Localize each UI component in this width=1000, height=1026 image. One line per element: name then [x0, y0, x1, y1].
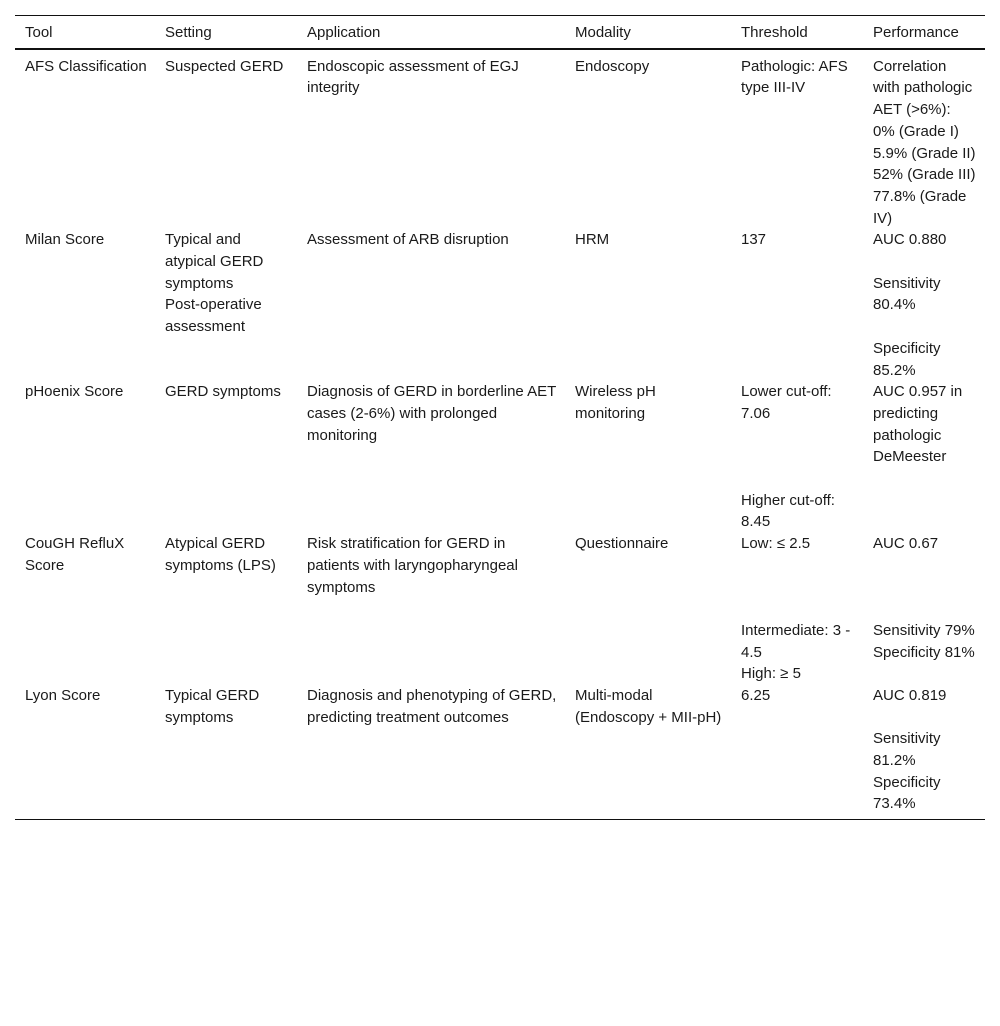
performance-line: Specificity 81% [873, 643, 975, 661]
cell-modality: Questionnaire [575, 535, 669, 553]
performance-line: 52% (Grade III) [873, 166, 976, 184]
header-tool: Tool [15, 16, 155, 49]
cell-application: Risk stratification for GERD in patients with laryngopharyngeal symptoms [307, 535, 518, 596]
spacer [873, 251, 977, 273]
spacer [741, 425, 855, 447]
spacer [873, 576, 977, 598]
cell-setting: Atypical GERD symptoms (LPS) [165, 535, 276, 574]
cell-tool: Lyon Score [15, 685, 155, 820]
cell-threshold: 6.25 [731, 685, 863, 820]
cell-application: Assessment of ARB disruption [307, 231, 509, 249]
cell-tool: CouGH RefluX Score [25, 535, 125, 574]
spacer [873, 707, 977, 729]
cell-threshold: 137 [741, 231, 767, 249]
header-application: Application [297, 16, 565, 49]
performance-line: Specificity 73.4% [873, 773, 941, 813]
performance-line: AUC 0.67 [873, 535, 939, 553]
performance-line: Specificity 85.2% [873, 339, 941, 379]
table-row [15, 685, 985, 820]
comparison-table [15, 15, 985, 820]
cell-performance [863, 533, 985, 685]
threshold-line: Higher cut-off: 8.45 [741, 491, 835, 531]
header-setting: Setting [155, 16, 297, 49]
cell-setting: Suspected GERD [165, 57, 284, 75]
cell-performance: AUC 0.957 in predicting pathologic DeMeester [873, 383, 963, 466]
cell-performance [863, 229, 985, 381]
header-performance: Performance [863, 16, 985, 49]
cell-application: Diagnosis of GERD in borderline AET cases (2-6%) with prolonged monitoring [307, 383, 557, 444]
spacer [741, 555, 855, 577]
cell-application: Diagnosis and phenotyping of GERD, predicting treatment outcomes [297, 685, 565, 820]
performance-line: AUC 0.819 [873, 686, 947, 704]
cell-setting: GERD symptoms [165, 383, 281, 401]
table-row [15, 49, 985, 230]
cell-tool: AFS Classification [25, 57, 147, 75]
spacer [873, 555, 977, 577]
cell-tool: pHoenix Score [25, 383, 124, 401]
cell-modality: Multi-modal (Endoscopy + MII-pH) [565, 685, 731, 820]
performance-line: 0% (Grade I) [873, 122, 959, 140]
cell-modality: Wireless pH monitoring [575, 383, 656, 422]
setting-line: Typical and atypical GERD symptoms [165, 231, 264, 292]
spacer [873, 598, 977, 620]
performance-line: 5.9% (Grade II) [873, 144, 976, 162]
spacer [741, 576, 855, 598]
performance-line: AUC 0.880 [873, 231, 947, 249]
performance-line: Sensitivity 79% [873, 621, 975, 639]
spacer [741, 598, 855, 620]
spacer [873, 316, 977, 338]
cell-tool: Milan Score [25, 231, 105, 249]
cell-threshold: Pathologic: AFS type III-IV [741, 57, 848, 97]
cell-setting: Typical GERD symptoms [155, 685, 297, 820]
setting-line: Post-operative assessment [165, 296, 262, 336]
cell-threshold [731, 533, 863, 685]
performance-line: Correlation with pathologic AET (>6%): [873, 57, 973, 119]
table-row [15, 533, 985, 685]
cell-modality: HRM [575, 231, 610, 249]
threshold-line: Lower cut-off: 7.06 [741, 383, 832, 422]
cell-application: Endoscopic assessment of EGJ integrity [307, 57, 519, 97]
spacer [741, 446, 855, 468]
header-modality: Modality [565, 16, 731, 49]
threshold-line: Intermediate: 3 - 4.5 [741, 621, 851, 661]
header-row [15, 16, 985, 49]
threshold-line: Low: ≤ 2.5 [741, 535, 811, 553]
cell-performance [863, 685, 985, 820]
performance-line: Sensitivity 80.4% [873, 274, 941, 314]
table-row [15, 381, 985, 533]
header-threshold: Threshold [731, 16, 863, 49]
cell-threshold [731, 381, 863, 533]
cell-performance [863, 49, 985, 230]
cell-modality: Endoscopy [575, 57, 650, 75]
spacer [741, 468, 855, 490]
performance-line: 77.8% (Grade IV) [873, 187, 967, 227]
performance-line: Sensitivity 81.2% [873, 730, 941, 770]
threshold-line: High: ≥ 5 [741, 665, 801, 683]
table-row [15, 229, 985, 381]
cell-setting [155, 229, 297, 381]
